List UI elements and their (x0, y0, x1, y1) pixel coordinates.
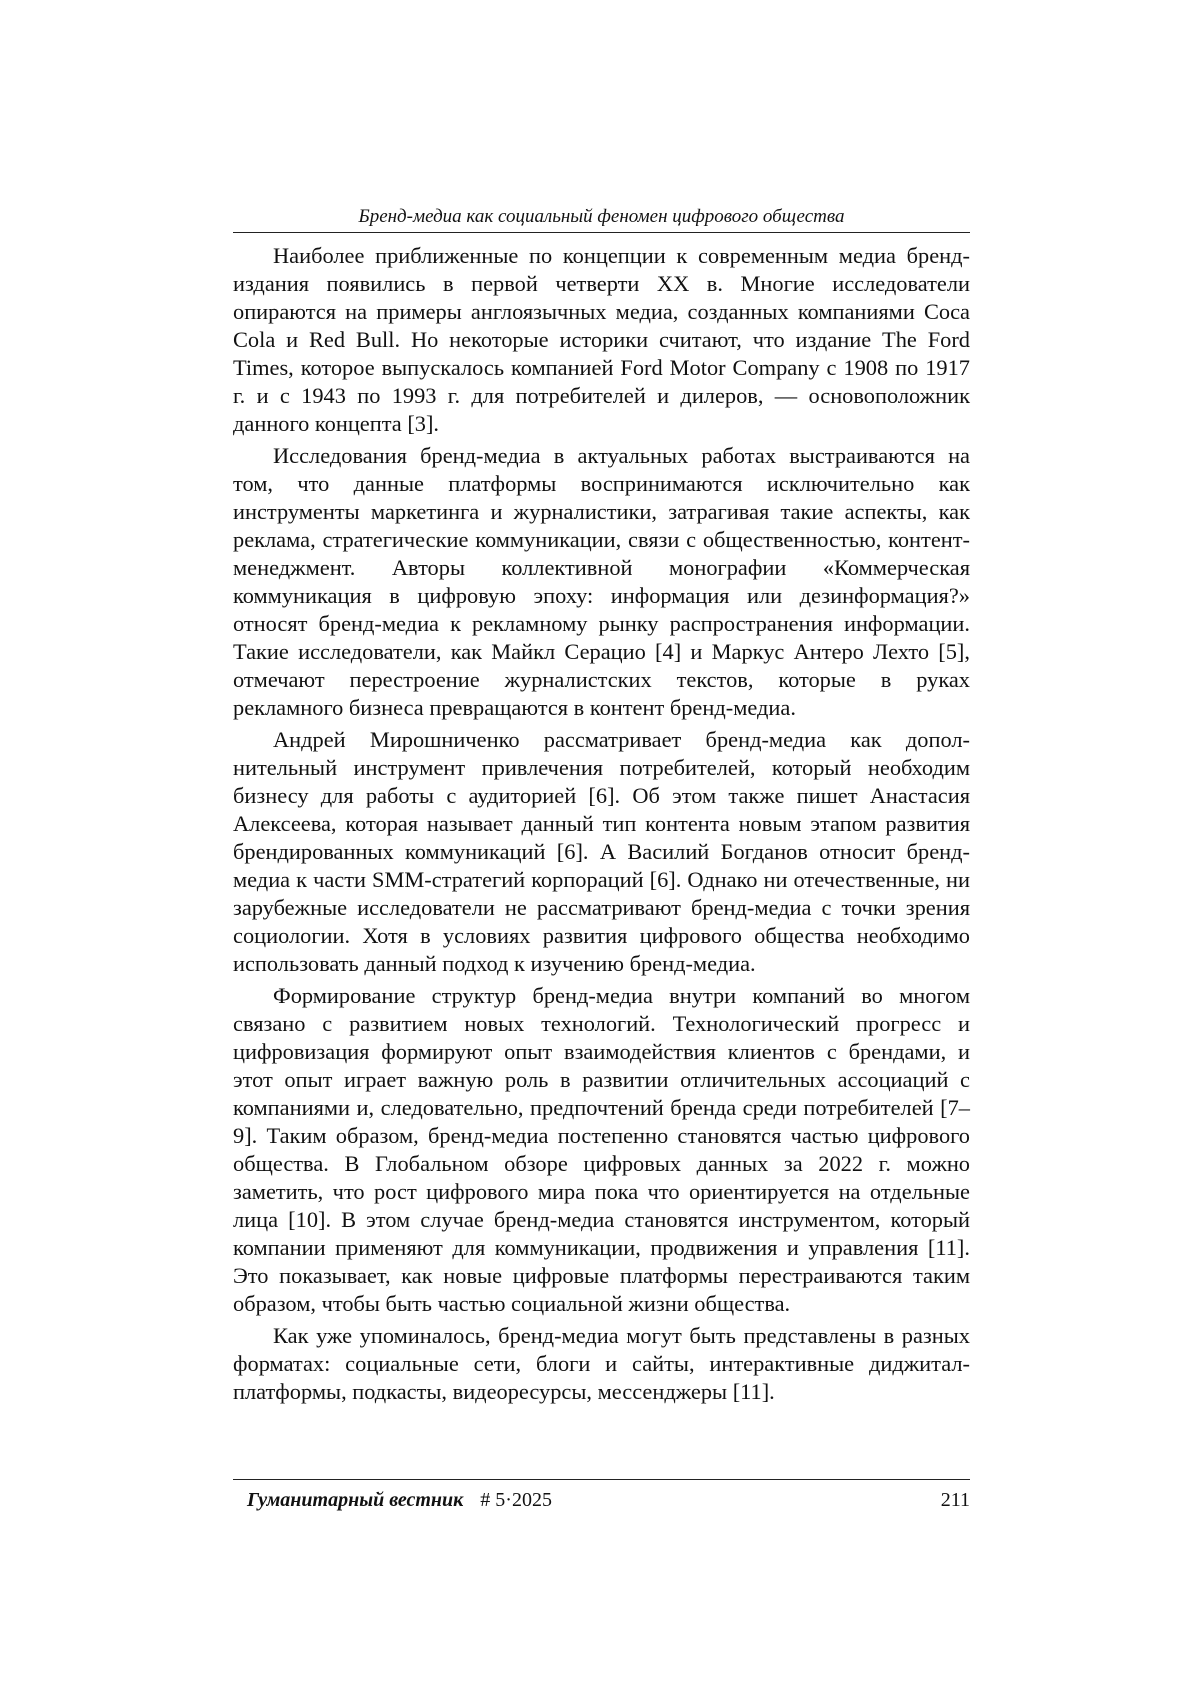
paragraph-1: Наиболее приближенные по концепции к современным медиа бренд-издания появились в первой четверти XX в. Многие исследователи опираются на примеры англоязычных медиа, созданных компаниями Coca Cola и Red Bull. Но некоторые историки считают, что издание The Ford Times, которое выпускалось компанией Ford Motor Company с 1908 по 1917 г. и с 1943 по 1993 г. для потребителей и дилеров, — основоположник данного концепта [3]. (233, 243, 970, 436)
footer-left (233, 1488, 552, 1512)
issue-number: # 5·2025 (480, 1489, 552, 1511)
paragraph-2: Исследования бренд-медиа в актуальных работах выстраиваются на том, что данные платформы воспринимаются исключительно как инструменты маркетинга и журналистики, затрагивая такие аспекты, как реклама, стратегические коммуникации, связи с общественностью, контент-менеджмент. Авторы коллективной монографии «Коммерческая коммуникация в цифровую эпоху: информация или дезинформация?» относят бренд-медиа к рекламному рынку распространения информации. Такие исследователи, как Майкл Серацио [4] и Маркус Антеро Лехто [5], отмечают перестроение журналистских текстов, которые в руках рекламного бизнеса превращаются в контент бренд-медиа. (233, 443, 970, 720)
body-text (233, 242, 970, 1406)
paragraph-5: Как уже упоминалось, бренд-медиа могут быть представлены в разных форматах: социальные сети, блоги и сайты, интерактивные диджитал-платформы, подкасты, видеоресурсы, мессенджеры [11]. (233, 1323, 970, 1404)
running-header: Бренд-медиа как социальный феномен цифрового общества (233, 205, 970, 233)
page-number: 211 (940, 1489, 970, 1511)
journal-title: Гуманитарный вестник (247, 1489, 464, 1511)
page (233, 205, 970, 1511)
running-footer (233, 1479, 970, 1512)
paragraph-4: Формирование структур бренд-медиа внутри компаний во многом связано с развитием новых технологий. Технологический прогресс и цифровизация формируют опыт взаимодействия клиентов с брендами, и этот опыт играет важную роль в развитии отличительных ассоциаций с компаниями и, следовательно, предпочтений бренда среди потребителей [7–9]. Таким образом, бренд-медиа постепенно становятся частью цифрового общества. В Глобальном обзоре цифровых данных за 2022 г. можно заметить, что рост цифрового мира пока что ориентируется на отдельные лица [10]. В этом случае бренд-медиа становятся инструментом, который компании применяют для коммуникации, продвижения и управления [11]. Это показывает, как новые цифровые платформы перестраиваются таким образом, чтобы быть частью социальной жизни общества. (233, 983, 970, 1316)
paragraph-3: Андрей Мирошниченко рассматривает бренд-медиа как дополнительный инструмент привлечения потребителей, который необходим бизнесу для работы с аудиторией [6]. Об этом также пишет Анастасия Алексеева, которая называет данный тип контента новым этапом развития брендированных коммуникаций [6]. А Василий Богданов относит бренд-медиа к части SMM-стратегий корпораций [6]. Однако ни отечественные, ни зарубежные исследователи не рассматривают бренд-медиа с точки зрения социологии. Хотя в условиях развития цифрового общества необходимо использовать данный подход к изучению бренд-медиа. (233, 727, 970, 976)
